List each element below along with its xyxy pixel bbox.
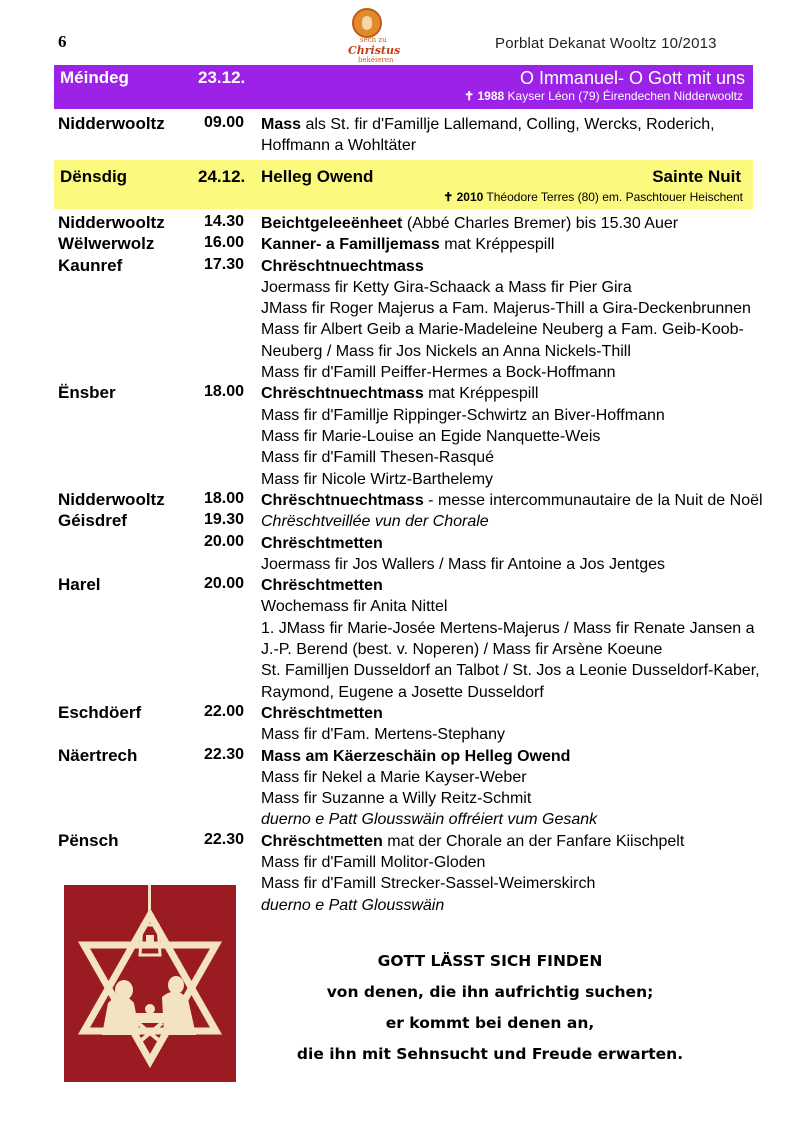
publication-title: Porblat Dekanat Wooltz 10/2013 — [495, 35, 717, 52]
entry-text: Chrëschtveillée vun der Chorale — [261, 513, 489, 531]
entry-text: St. Familljen Dusseldorf an Talbot / St. Jos a Leonie Dusseldorf-Kaber, — [261, 662, 760, 680]
entry-text: Mass fir d'Famill Peiffer-Hermes a Bock-Hoffmann — [261, 364, 616, 382]
page-number: 6 — [58, 32, 67, 51]
memorial-year: 1988 — [477, 89, 505, 103]
entry-place: Géisdref — [58, 511, 127, 531]
entry-time: 20.00 — [204, 532, 245, 550]
entry-text: Chrëschtmetten — [261, 704, 383, 722]
day-date: 24.12. — [198, 167, 246, 186]
entry-line — [261, 895, 751, 916]
entry-description — [261, 490, 763, 511]
quote-line: die ihn mit Sehnsucht und Freude erwarten. — [296, 1045, 684, 1063]
entry-line — [261, 362, 751, 383]
quote-line: von denen, die ihn aufrichtig suchen; — [326, 983, 654, 1001]
entry-line — [261, 554, 751, 575]
closing-quote — [275, 946, 705, 1070]
entry-text: Mass fir Albert Geib a Marie-Madeleine Neuberg a Fam. Geib-Koob- — [261, 321, 744, 339]
entry-place: Nidderwooltz — [58, 489, 165, 509]
entry-text: Joermass fir Jos Wallers / Mass fir Antoine a Jos Jentges — [261, 555, 665, 573]
nativity-star-icon — [64, 885, 236, 1082]
day-date: 23.12. — [198, 68, 246, 87]
entry-line — [261, 319, 751, 340]
entry-text: Mass fir d'Fam. Mertens-Stephany — [261, 726, 506, 744]
entry-text: Mass fir d'Famill Molitor-Gloden — [261, 853, 486, 871]
entry-text: Chrëschtnuechtmass — [261, 257, 424, 275]
day-name: Dënsdig — [60, 167, 128, 186]
entry-text: Hoffmann a Wohltäter — [261, 137, 417, 155]
entry-time: 14.30 — [204, 213, 245, 230]
entry-text: Chrëschtmetten — [261, 534, 383, 552]
entry-text: duerno e Patt Glousswäin offréiert vum Gesank — [261, 811, 598, 829]
entry-description — [261, 114, 751, 157]
entry-time: 20.00 — [204, 575, 245, 593]
entry-description — [261, 831, 751, 916]
entry-line — [261, 809, 751, 830]
entry-description — [261, 383, 751, 489]
entry-time: 17.30 — [204, 255, 245, 273]
entry-description — [261, 213, 751, 234]
entry-description — [261, 511, 751, 532]
day-header-monday — [54, 65, 753, 109]
entry-text: - messe intercommunautaire de la Nuit de Noël — [423, 491, 763, 509]
entry-line — [261, 852, 751, 873]
memorial-note — [464, 89, 743, 103]
day-title: Sainte Nuit — [652, 167, 741, 186]
entry-text: Chrëschtmetten — [261, 577, 383, 595]
entry-place: Harel — [58, 575, 101, 595]
entry-text: Mass fir d'Famill Strecker-Sassel-Weimerskirch — [261, 875, 596, 893]
entry-line — [261, 575, 751, 596]
entry-line — [261, 405, 751, 426]
entry-line — [261, 533, 751, 554]
entry-time: 22.30 — [204, 830, 245, 848]
entry-line — [261, 341, 751, 362]
entry-line — [261, 511, 751, 532]
entry-text: (Abbé Charles Bremer) bis 15.30 Auer — [402, 215, 679, 232]
quote-line: er kommt bei denen an, — [385, 1014, 595, 1032]
day-header-tuesday — [54, 160, 753, 209]
entry-line — [261, 383, 751, 404]
entry-description — [261, 746, 751, 831]
entry-line — [261, 596, 751, 617]
entry-text: Joermass fir Ketty Gira-Schaack a Mass fir Pier Gira — [261, 278, 632, 296]
entry-text: Neuberg / Mass fir Jos Nickels an Anna Nickels-Thill — [261, 342, 631, 360]
entry-text: Mass fir Marie-Louise an Egide Nanquette-Weis — [261, 427, 601, 445]
entry-text: Chrëschtmetten — [261, 832, 383, 850]
memorial-text: Kayser Léon (79) Éirendechen Nidderwooltz — [507, 89, 743, 103]
parish-logo — [346, 8, 401, 64]
entry-time: 18.00 — [204, 489, 245, 507]
entry-text: duerno e Patt Glousswäin — [261, 896, 445, 914]
entry-text: Mass fir Nicole Wirtz-Barthelemy — [261, 470, 494, 488]
entry-place: Näertrech — [58, 745, 138, 765]
entry-line — [261, 788, 751, 809]
entry-line — [261, 490, 763, 511]
christ-icon — [352, 8, 382, 38]
entry-line — [261, 447, 751, 468]
entry-line — [261, 724, 751, 745]
entry-text: Wochemass fir Anita Nittel — [261, 598, 448, 616]
entry-line — [261, 234, 751, 255]
entry-time: 19.30 — [204, 511, 245, 529]
entry-text: Beichtgeleeënheet — [261, 215, 403, 232]
entry-text: mat Kréppespill — [423, 385, 539, 403]
entry-text: mat der Chorale an der Fanfare Kiischpelt — [382, 832, 685, 850]
entry-line — [261, 135, 751, 156]
logo-text-bottom: bekéieren — [358, 56, 394, 64]
cross-icon: ✝ — [464, 89, 475, 103]
entry-line — [261, 873, 751, 894]
entry-line — [261, 256, 751, 277]
entry-line — [261, 746, 751, 767]
entry-time: 09.00 — [204, 114, 245, 131]
logo-text-top: sech zu — [360, 36, 387, 44]
entry-text: Mass am Käerzeschäin op Helleg Owend — [261, 747, 571, 765]
entry-text: Kanner- a Familljemass — [261, 236, 440, 254]
entry-description — [261, 256, 751, 384]
day-occasion: Helleg Owend — [261, 167, 374, 186]
entry-line — [261, 469, 751, 490]
memorial-year: 2010 — [456, 190, 484, 204]
entry-text: Mass fir Nekel a Marie Kayser-Weber — [261, 768, 527, 786]
entry-line — [261, 639, 751, 660]
entry-line — [261, 114, 751, 135]
entry-line — [261, 618, 755, 639]
entry-line — [261, 426, 751, 447]
entry-line — [261, 213, 751, 234]
entry-text: Chrëschtnuechtmass — [261, 491, 424, 509]
logo-text-main: Christus — [348, 44, 401, 57]
day-title: O Immanuel- O Gott mit uns — [519, 68, 745, 88]
entry-description — [261, 533, 751, 576]
entry-text: als St. fir d'Famillje Lallemand, Colling, Wercks, Roderich, — [301, 116, 715, 133]
entry-line — [261, 831, 751, 852]
entry-place: Wëlwerwolz — [58, 234, 155, 254]
entry-text: Mass fir Suzanne a Willy Reitz-Schmit — [261, 790, 532, 808]
entry-line — [261, 703, 751, 724]
entry-time: 22.30 — [204, 745, 245, 763]
entry-place: Pënsch — [58, 830, 119, 850]
entry-text: Mass fir d'Famill Thesen-Rasqué — [261, 449, 495, 467]
entry-text: J.-P. Berend (best. v. Noperen) / Mass fir Arsène Koeune — [261, 640, 663, 658]
memorial-note — [443, 190, 743, 204]
entry-line — [261, 767, 751, 788]
entry-text: Chrëschtnuechtmass — [261, 385, 424, 403]
entry-text: mat Kréppespill — [439, 236, 555, 254]
day-name: Méindeg — [60, 68, 129, 87]
entry-line — [261, 682, 751, 703]
entry-text: Raymond, Eugene a Josette Dusseldorf — [261, 683, 544, 701]
entry-place: Eschdöerf — [58, 702, 142, 722]
entry-description — [261, 234, 751, 255]
quote-line: GOTT LÄSST SICH FINDEN — [377, 952, 603, 970]
entry-text: Mass — [261, 116, 302, 133]
entry-time: 18.00 — [204, 383, 245, 401]
entry-text: 1. JMass fir Marie-Josée Mertens-Majerus / Mass fir Renate Jansen a — [261, 619, 755, 637]
cross-icon: ✝ — [443, 190, 454, 204]
entry-place: Nidderwooltz — [58, 213, 165, 232]
entry-place: Ënsber — [58, 383, 116, 403]
entry-description — [261, 703, 751, 746]
entry-line — [261, 660, 760, 681]
entry-text: JMass fir Roger Majerus a Fam. Majerus-Thill a Gira-Deckenbrunnen — [261, 300, 751, 318]
entry-time: 22.00 — [204, 702, 245, 720]
entry-time: 16.00 — [204, 234, 245, 252]
memorial-text: Théodore Terres (80) em. Paschtouer Heischent — [486, 190, 743, 204]
entry-line — [261, 298, 751, 319]
entry-text: Mass fir d'Famillje Rippinger-Schwirtz an Biver-Hoffmann — [261, 406, 665, 424]
entry-line — [261, 277, 751, 298]
entry-place: Kaunref — [58, 255, 123, 275]
entry-description — [261, 575, 760, 703]
entry-place: Nidderwooltz — [58, 114, 165, 133]
